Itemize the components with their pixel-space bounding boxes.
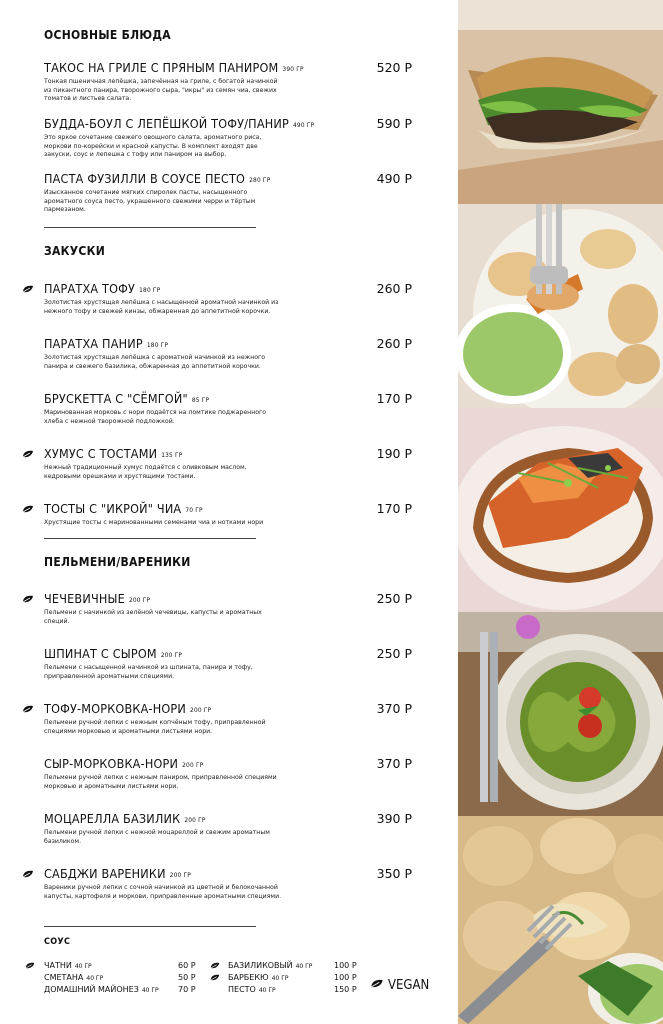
menu-item bbox=[44, 756, 412, 791]
item-price: 250 Р bbox=[376, 591, 412, 606]
item-price: 170 Р bbox=[376, 501, 412, 516]
dumplings-fork-photo bbox=[458, 816, 663, 1024]
item-weight: 135 ГР bbox=[161, 451, 183, 459]
item-name: ПАРАТХА ТОФУ bbox=[44, 281, 136, 296]
item-name: БРУСКЕТТА С "СЁМГОЙ" bbox=[44, 391, 188, 406]
vegan-leaf-icon bbox=[210, 962, 220, 969]
item-price: 170 Р bbox=[376, 391, 412, 406]
item-weight: 180 ГР bbox=[146, 341, 169, 349]
item-price: 370 Р bbox=[376, 756, 412, 771]
item-price: 370 Р bbox=[376, 701, 412, 716]
item-description: Пельмени ручной лепки с нежной моцареллой и свежим ароматным базиликом. bbox=[44, 829, 270, 845]
item-name: ХУМУС С ТОСТАМИ bbox=[44, 446, 158, 461]
pesto-pasta-photo bbox=[458, 612, 663, 816]
divider bbox=[44, 538, 256, 539]
tacos-photo bbox=[458, 0, 663, 204]
section-title-dumplings: ПЕЛЬМЕНИ/ВАРЕНИКИ bbox=[44, 555, 191, 569]
bruschetta-photo bbox=[458, 408, 663, 612]
item-description: Пельмени ручной лепки с нежным копчёным тофу, приправленной специями морковью и ароматными листьями нори. bbox=[44, 719, 266, 735]
item-description: Изысканное сочетание мягких спиролек пасты, насыщенного ароматного соуса песто, украшенного свежими черри и тёртым пармезаном. bbox=[44, 189, 256, 214]
vegan-leaf-icon bbox=[22, 505, 34, 513]
sauce-name: СМЕТАНА bbox=[44, 973, 84, 982]
item-weight: 200 ГР bbox=[182, 761, 204, 769]
item-weight: 280 ГР bbox=[249, 176, 271, 184]
item-name: ШПИНАТ С СЫРОМ bbox=[44, 646, 157, 661]
menu-item bbox=[44, 281, 412, 316]
menu-item bbox=[44, 591, 412, 626]
item-description: Вареники ручной лепки с сочной начинкой из цветной и белокочанной капусты, картофеля и моркови, приправленные ароматными специями. bbox=[44, 884, 282, 900]
item-price: 490 Р bbox=[376, 171, 412, 186]
item-weight: 200 ГР bbox=[169, 871, 192, 879]
item-description: Хрустящие тосты с маринованными семенами чиа и нотками нори bbox=[44, 519, 264, 526]
menu-item bbox=[44, 501, 412, 528]
sauce-price: 50 Р bbox=[178, 973, 196, 982]
sauce-price: 100 Р bbox=[334, 961, 357, 970]
item-price: 520 Р bbox=[376, 60, 412, 75]
section-title-sauces: СОУС bbox=[44, 937, 71, 947]
menu-item bbox=[44, 811, 412, 846]
sauce-price: 60 Р bbox=[178, 961, 196, 970]
vegan-leaf-icon bbox=[22, 595, 34, 603]
item-weight: 200 ГР bbox=[184, 816, 206, 824]
item-price: 190 Р bbox=[376, 446, 412, 461]
vegan-leaf-icon bbox=[210, 974, 220, 981]
sauce-weight: 40 ГР bbox=[141, 987, 159, 994]
sauce-name: ЧАТНИ bbox=[44, 961, 72, 970]
item-name: ПАРАТХА ПАНИР bbox=[44, 336, 143, 351]
item-weight: 70 ГР bbox=[185, 506, 203, 514]
item-name: СЫР-МОРКОВКА-НОРИ bbox=[44, 756, 179, 771]
menu-item bbox=[44, 116, 412, 160]
item-description: Маринованная морковь с нори подаётся на ломтике поджаренного хлеба с нежной творожной подложкой. bbox=[44, 409, 267, 425]
sauce-name: БАРБЕКЮ bbox=[228, 973, 269, 982]
item-weight: 390 ГР bbox=[282, 65, 304, 73]
item-description: Пельмени ручной лепки с нежным паниром, приправленной специями морковью и ароматными листьями нори. bbox=[44, 774, 277, 790]
sauce-item bbox=[228, 960, 358, 972]
item-description: Тонкая пшеничная лепёшка, запечённая на гриле, с богатой начинкой из пикантного панира, творожного сыра, "икры" из семян чиа, свежих томатов и листьев салата. bbox=[44, 78, 278, 103]
sauce-price: 150 Р bbox=[334, 985, 357, 994]
item-description: Золотистая хрустящая лепёшка с ароматной начинкой из нежного панира и свежего базилика, обжаренная до аппетитной корочки. bbox=[44, 354, 266, 370]
sauce-price: 70 Р bbox=[178, 985, 196, 994]
divider bbox=[44, 227, 256, 228]
sauce-name: ДОМАШНИЙ МАЙОНЕЗ bbox=[44, 985, 139, 994]
item-price: 590 Р bbox=[376, 116, 412, 131]
sauce-weight: 40 ГР bbox=[295, 963, 313, 970]
vegan-leaf-icon bbox=[22, 870, 34, 878]
vegan-leaf-icon bbox=[22, 705, 34, 713]
vegan-leaf-icon bbox=[22, 450, 34, 458]
dumplings-sauce-photo bbox=[458, 204, 663, 408]
photo-column bbox=[458, 0, 663, 1024]
sauce-item bbox=[44, 960, 200, 972]
menu-item bbox=[44, 60, 412, 104]
item-description: Пельмени с насыщенной начинкой из шпината, панира и тофу, приправленной ароматными специями. bbox=[44, 664, 253, 680]
item-name: МОЦАРЕЛЛА БАЗИЛИК bbox=[44, 811, 181, 826]
item-weight: 200 ГР bbox=[128, 596, 151, 604]
menu-item bbox=[44, 701, 412, 736]
item-description: Нежный традиционный хумус подаётся с оливковым маслом, кедровыми орешками и хрустящими тостами. bbox=[44, 464, 247, 480]
item-name: ЧЕЧЕВИЧНЫЕ bbox=[44, 591, 125, 606]
menu-item bbox=[44, 171, 412, 215]
sauce-price: 100 Р bbox=[334, 973, 357, 982]
vegan-legend bbox=[370, 978, 429, 993]
item-weight: 490 ГР bbox=[293, 121, 315, 129]
item-name: ТОФУ-МОРКОВКА-НОРИ bbox=[44, 701, 187, 716]
item-price: 260 Р bbox=[376, 336, 412, 351]
item-price: 260 Р bbox=[376, 281, 412, 296]
sauce-weight: 40 ГР bbox=[86, 975, 104, 982]
item-description: Это яркое сочетание свежего овощного салата, ароматного риса, моркови по-корейски и красной капусты. В комплект входят две закуски, соус и лепешка с тофу или паниром на выбор. bbox=[44, 134, 262, 159]
item-weight: 180 ГР bbox=[139, 286, 161, 294]
menu-item bbox=[44, 446, 412, 481]
sauce-name: БАЗИЛИКОВЫЙ bbox=[228, 961, 293, 970]
item-description: Золотистая хрустящая лепёшка с насыщенной ароматной начинкой из нежного тофу и свежей кинзы, обжаренная до аппетитной корочки. bbox=[44, 299, 279, 315]
sauce-weight: 40 ГР bbox=[271, 975, 289, 982]
sauce-weight: 40 ГР bbox=[74, 963, 92, 970]
item-name: БУДДА-БОУЛ С ЛЕПЁШКОЙ ТОФУ/ПАНИР bbox=[44, 116, 289, 131]
sauce-list-left bbox=[44, 960, 200, 996]
item-weight: 200 ГР bbox=[160, 651, 183, 659]
item-name: ПАСТА ФУЗИЛЛИ В СОУСЕ ПЕСТО bbox=[44, 171, 246, 186]
vegan-leaf-icon bbox=[22, 285, 34, 293]
sauce-name: ПЕСТО bbox=[228, 985, 256, 994]
menu-item bbox=[44, 336, 412, 371]
sauce-list-right bbox=[228, 960, 358, 996]
menu-item bbox=[44, 866, 412, 901]
vegan-legend-label: VEGAN bbox=[388, 978, 430, 993]
item-price: 250 Р bbox=[376, 646, 412, 661]
sauce-item bbox=[228, 984, 358, 996]
divider bbox=[44, 926, 256, 927]
item-price: 390 Р bbox=[376, 811, 412, 826]
item-name: САБДЖИ ВАРЕНИКИ bbox=[44, 866, 166, 881]
menu-item bbox=[44, 391, 412, 426]
menu-item bbox=[44, 646, 412, 681]
sauce-item bbox=[44, 972, 200, 984]
sauce-item bbox=[228, 972, 358, 984]
item-weight: 85 ГР bbox=[191, 396, 210, 404]
vegan-leaf-icon bbox=[370, 979, 384, 988]
item-name: ТОСТЫ С "ИКРОЙ" ЧИА bbox=[44, 501, 182, 516]
item-price: 350 Р bbox=[376, 866, 412, 881]
item-description: Пельмени с начинкой из зелёной чечевицы, капусты и ароматных специй. bbox=[44, 609, 262, 625]
item-weight: 200 ГР bbox=[190, 706, 212, 714]
sauce-item bbox=[44, 984, 200, 996]
item-name: ТАКОС НА ГРИЛЕ С ПРЯНЫМ ПАНИРОМ bbox=[44, 60, 279, 75]
section-title-snacks: ЗАКУСКИ bbox=[44, 244, 106, 258]
sauce-weight: 40 ГР bbox=[258, 987, 276, 994]
section-title-main: ОСНОВНЫЕ БЛЮДА bbox=[44, 28, 171, 42]
vegan-leaf-icon bbox=[25, 962, 35, 969]
